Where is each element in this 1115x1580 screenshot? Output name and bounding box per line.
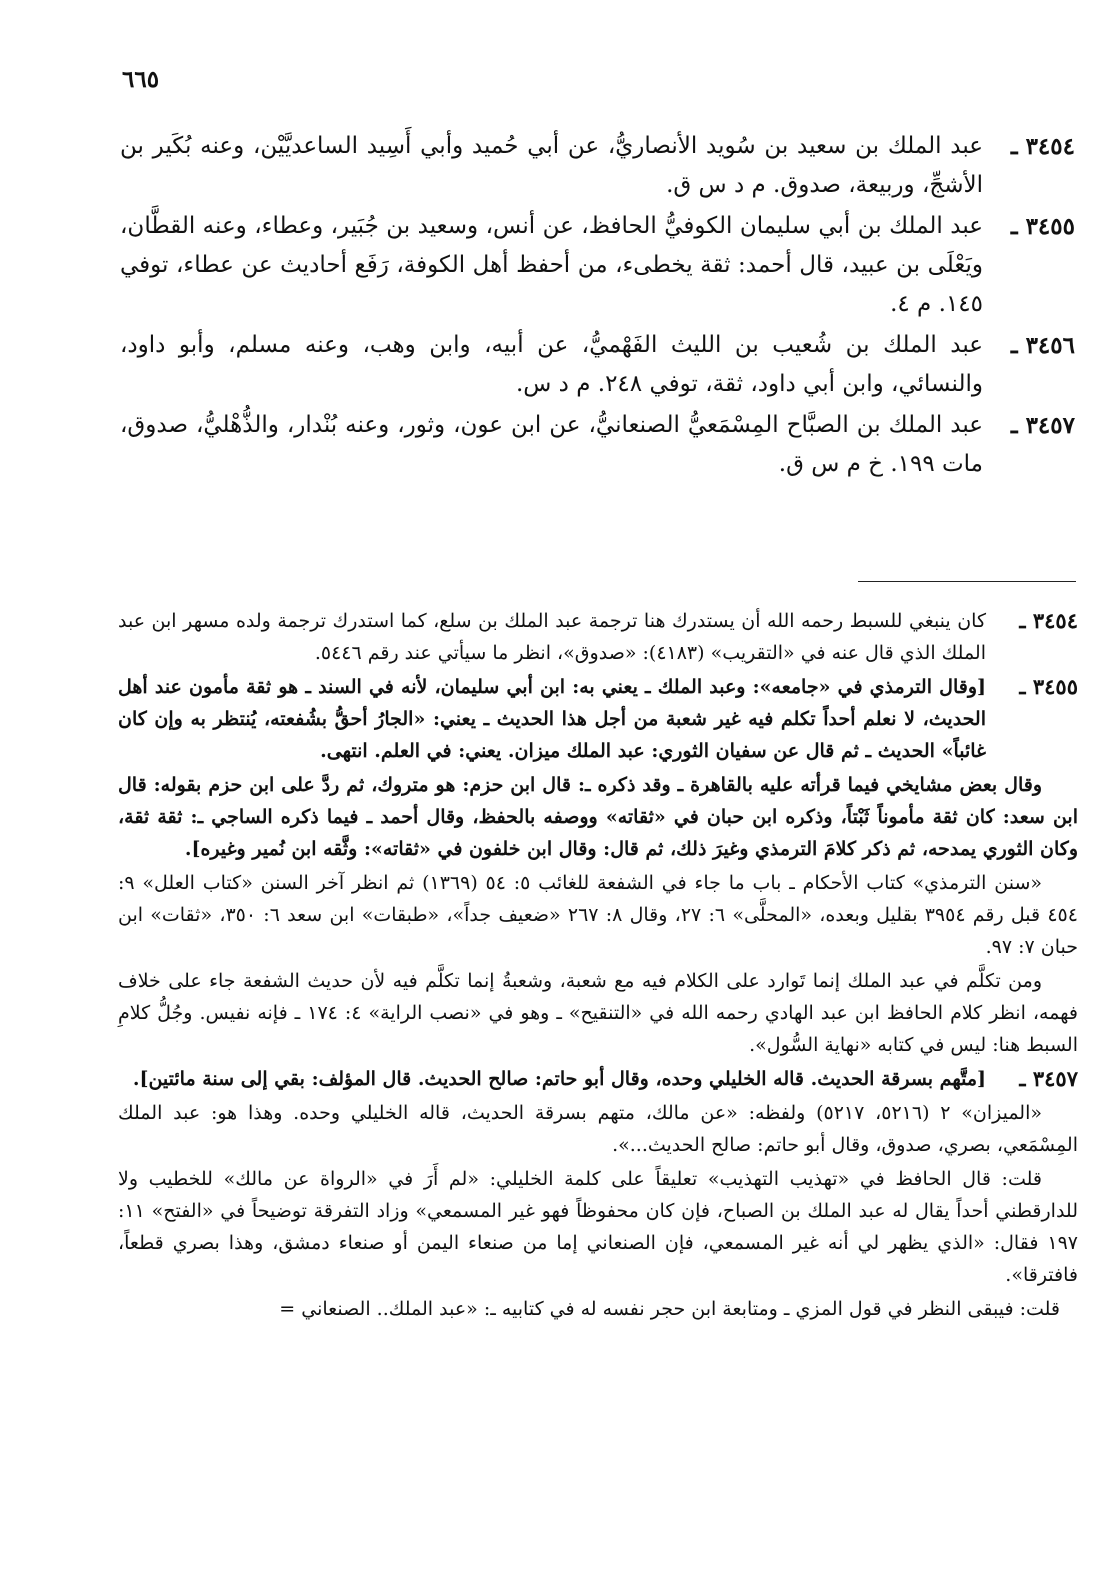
footnote-paragraph: وقال بعض مشايخي فيما قرأته عليه بالقاهرة ـ وقد ذكره ـ: قال ابن حزم: هو متروك، ثم ردَّ على ابن حزم بقوله: قال ابن سعد: كان ثقة مأموناً ثَبْتاً، وذكره ابن حبان في «ثقاته» ووصفه بالحفظ، وقال أحمد ـ فيما ذكره الساجي ـ: ثقة ثقة، وكان الثوري يمدحه، ثم ذكر كلامَ الترمذي وغيرَ ذلك، ثم قال: وقال ابن خلفون في «ثقاته»: وثَّقه ابن نُمير وغيره]. [118,774,1078,860]
footnote-3457 [118,1063,1078,1095]
entry-number: ٣٤٥٤ ـ [1010,133,1075,160]
entry-text: عبد الملك بن أبي سليمان الكوفيُّ الحافظ، عن أنس، وسعيد بن جُبَير، وعطاء، وعنه القطَّان، ويَعْلَى بن عبيد، قال أحمد: ثقة يخطىء، من أحفظ أهل الكوفة، رَفَع أحاديث عن عطاء، توفي ١٤٥. م ٤. [120,213,983,317]
entry-text: عبد الملك بن الصبَّاح المِسْمَعيُّ الصنعانيُّ، عن ابن عون، وثور، وعنه بُنْدار، والذُّهْليُّ، صدوق، مات ١٩٩. خ م س ق. [120,412,983,477]
entry-3456 [120,326,1075,404]
footnote-number: ٣٤٥٤ ـ [1019,608,1078,633]
entry-3455 [120,207,1075,324]
footnote-number: ٣٤٥٥ ـ [1019,674,1078,699]
entry-3457 [120,406,1075,484]
footnote-number: ٣٤٥٧ ـ [1019,1066,1078,1091]
footnote-paragraph: قلت: قال الحافظ في «تهذيب التهذيب» تعليقاً على كلمة الخليلي: «لم أَرَ في «الرواة عن مالك» للخطيب ولا للدارقطني أحداً يقال له عبد الملك بن الصباح، فإن كان محفوظاً فهو غير المسمعي» وزاد التفرقة توضيحاً في «الفتح» ١١: ١٩٧ فقال: «الذي يظهر لي أنه غير المسمعي، فإن الصنعاني إما من صنعاء اليمن أو صنعاء دمشق، وهذا بصري قطعاً، فافترقا». [118,1168,1078,1286]
footnote-paragraph: ومن تكلَّم في عبد الملك إنما تَوارد على الكلام فيه مع شعبة، وشعبةُ إنما تكلَّم فيه لأن حديث الشفعة جاء على خلاف فهمه، انظر كلام الحافظ ابن عبد الهادي رحمه الله في «التنقيح» ـ وهو في «نصب الراية» ٤: ١٧٤ ـ فإنه نفيس. وجُلُّ كلامِ السبط هنا: ليس في كتابه «نهاية السُّول». [118,970,1078,1056]
footnote-paragraph: قلت: فيبقى النظر في قول المزي ـ ومتابعة ابن حجر نفسه له في كتابيه ـ: «عبد الملك.. الصنعاني = [279,1298,1060,1320]
entry-text: عبد الملك بن شُعيب بن الليث الفَهْميُّ، عن أبيه، وابن وهب، وعنه مسلم، وأبو داود، والنسائي، وابن أبي داود، ثقة، توفي ٢٤٨. م د س. [120,332,983,397]
footnote-text: كان ينبغي للسبط رحمه الله أن يستدرك هنا ترجمة عبد الملك بن سلع، كما استدرك ترجمة ولده مسهر ابن عبد الملك الذي قال عنه في «التقريب» (٤١٨٣): «صدوق»، انظر ما سيأتي عند رقم ٥٤٤٦. [118,610,986,664]
footnote-3455 [118,671,1078,767]
page-number: ٦٦٥ [122,66,160,93]
footnote-3454 [118,605,1078,669]
footnote-text: [متَّهم بسرقة الحديث. قاله الخليلي وحده، وقال أبو حاتم: صالح الحديث. قال المؤلف: بقي إلى سنة مائتين]. [132,1068,986,1090]
footnotes [118,605,1078,1327]
footnote-divider [858,581,1076,582]
entry-number: ٣٤٥٧ ـ [1010,412,1075,439]
entry-number: ٣٤٥٥ ـ [1010,213,1075,240]
entry-text: عبد الملك بن سعيد بن سُويد الأنصاريُّ، عن أبي حُميد وأبي أَسِيد الساعديَّيْن، وعنه بُكَير بن الأشجِّ، وربيعة، صدوق. م د س ق. [120,133,983,198]
main-text [120,127,1075,486]
entry-number: ٣٤٥٦ ـ [1010,332,1075,359]
footnote-paragraph: «الميزان» ٢ (٥٢١٦، ٥٢١٧) ولفظه: «عن مالك، متهم بسرقة الحديث، قاله الخليلي وحده. وهذا هو: عبد الملك المِسْمَعي، بصري، صدوق، وقال أبو حاتم: صالح الحديث...». [118,1102,1078,1156]
entry-3454 [120,127,1075,205]
footnote-paragraph: «سنن الترمذي» كتاب الأحكام ـ باب ما جاء في الشفعة للغائب ٥: ٥٤ (١٣٦٩) ثم انظر آخر السنن «كتاب العلل» ٩: ٤٥٤ قبل رقم ٣٩٥٤ بقليل وبعده، «المحلَّى» ٦: ٢٧، وقال ٨: ٢٦٧ «ضعيف جداً»، «طبقات» ابن سعد ٦: ٣٥٠، «ثقات» ابن حبان ٧: ٩٧. [118,872,1078,958]
footnote-text: [وقال الترمذي في «جامعه»: وعبد الملك ـ يعني به: ابن أبي سليمان، لأنه في السند ـ هو ثقة مأمون عند أهل الحديث، لا نعلم أحداً تكلم فيه غير شعبة من أجل هذا الحديث ـ يعني: «الجارُ أحقُّ بشُفعته، يُنتظر به وإن كان غائباً» الحديث ـ ثم قال عن سفيان الثوري: عبد الملك ميزان. يعني: في العلم. انتهى. [118,676,986,762]
